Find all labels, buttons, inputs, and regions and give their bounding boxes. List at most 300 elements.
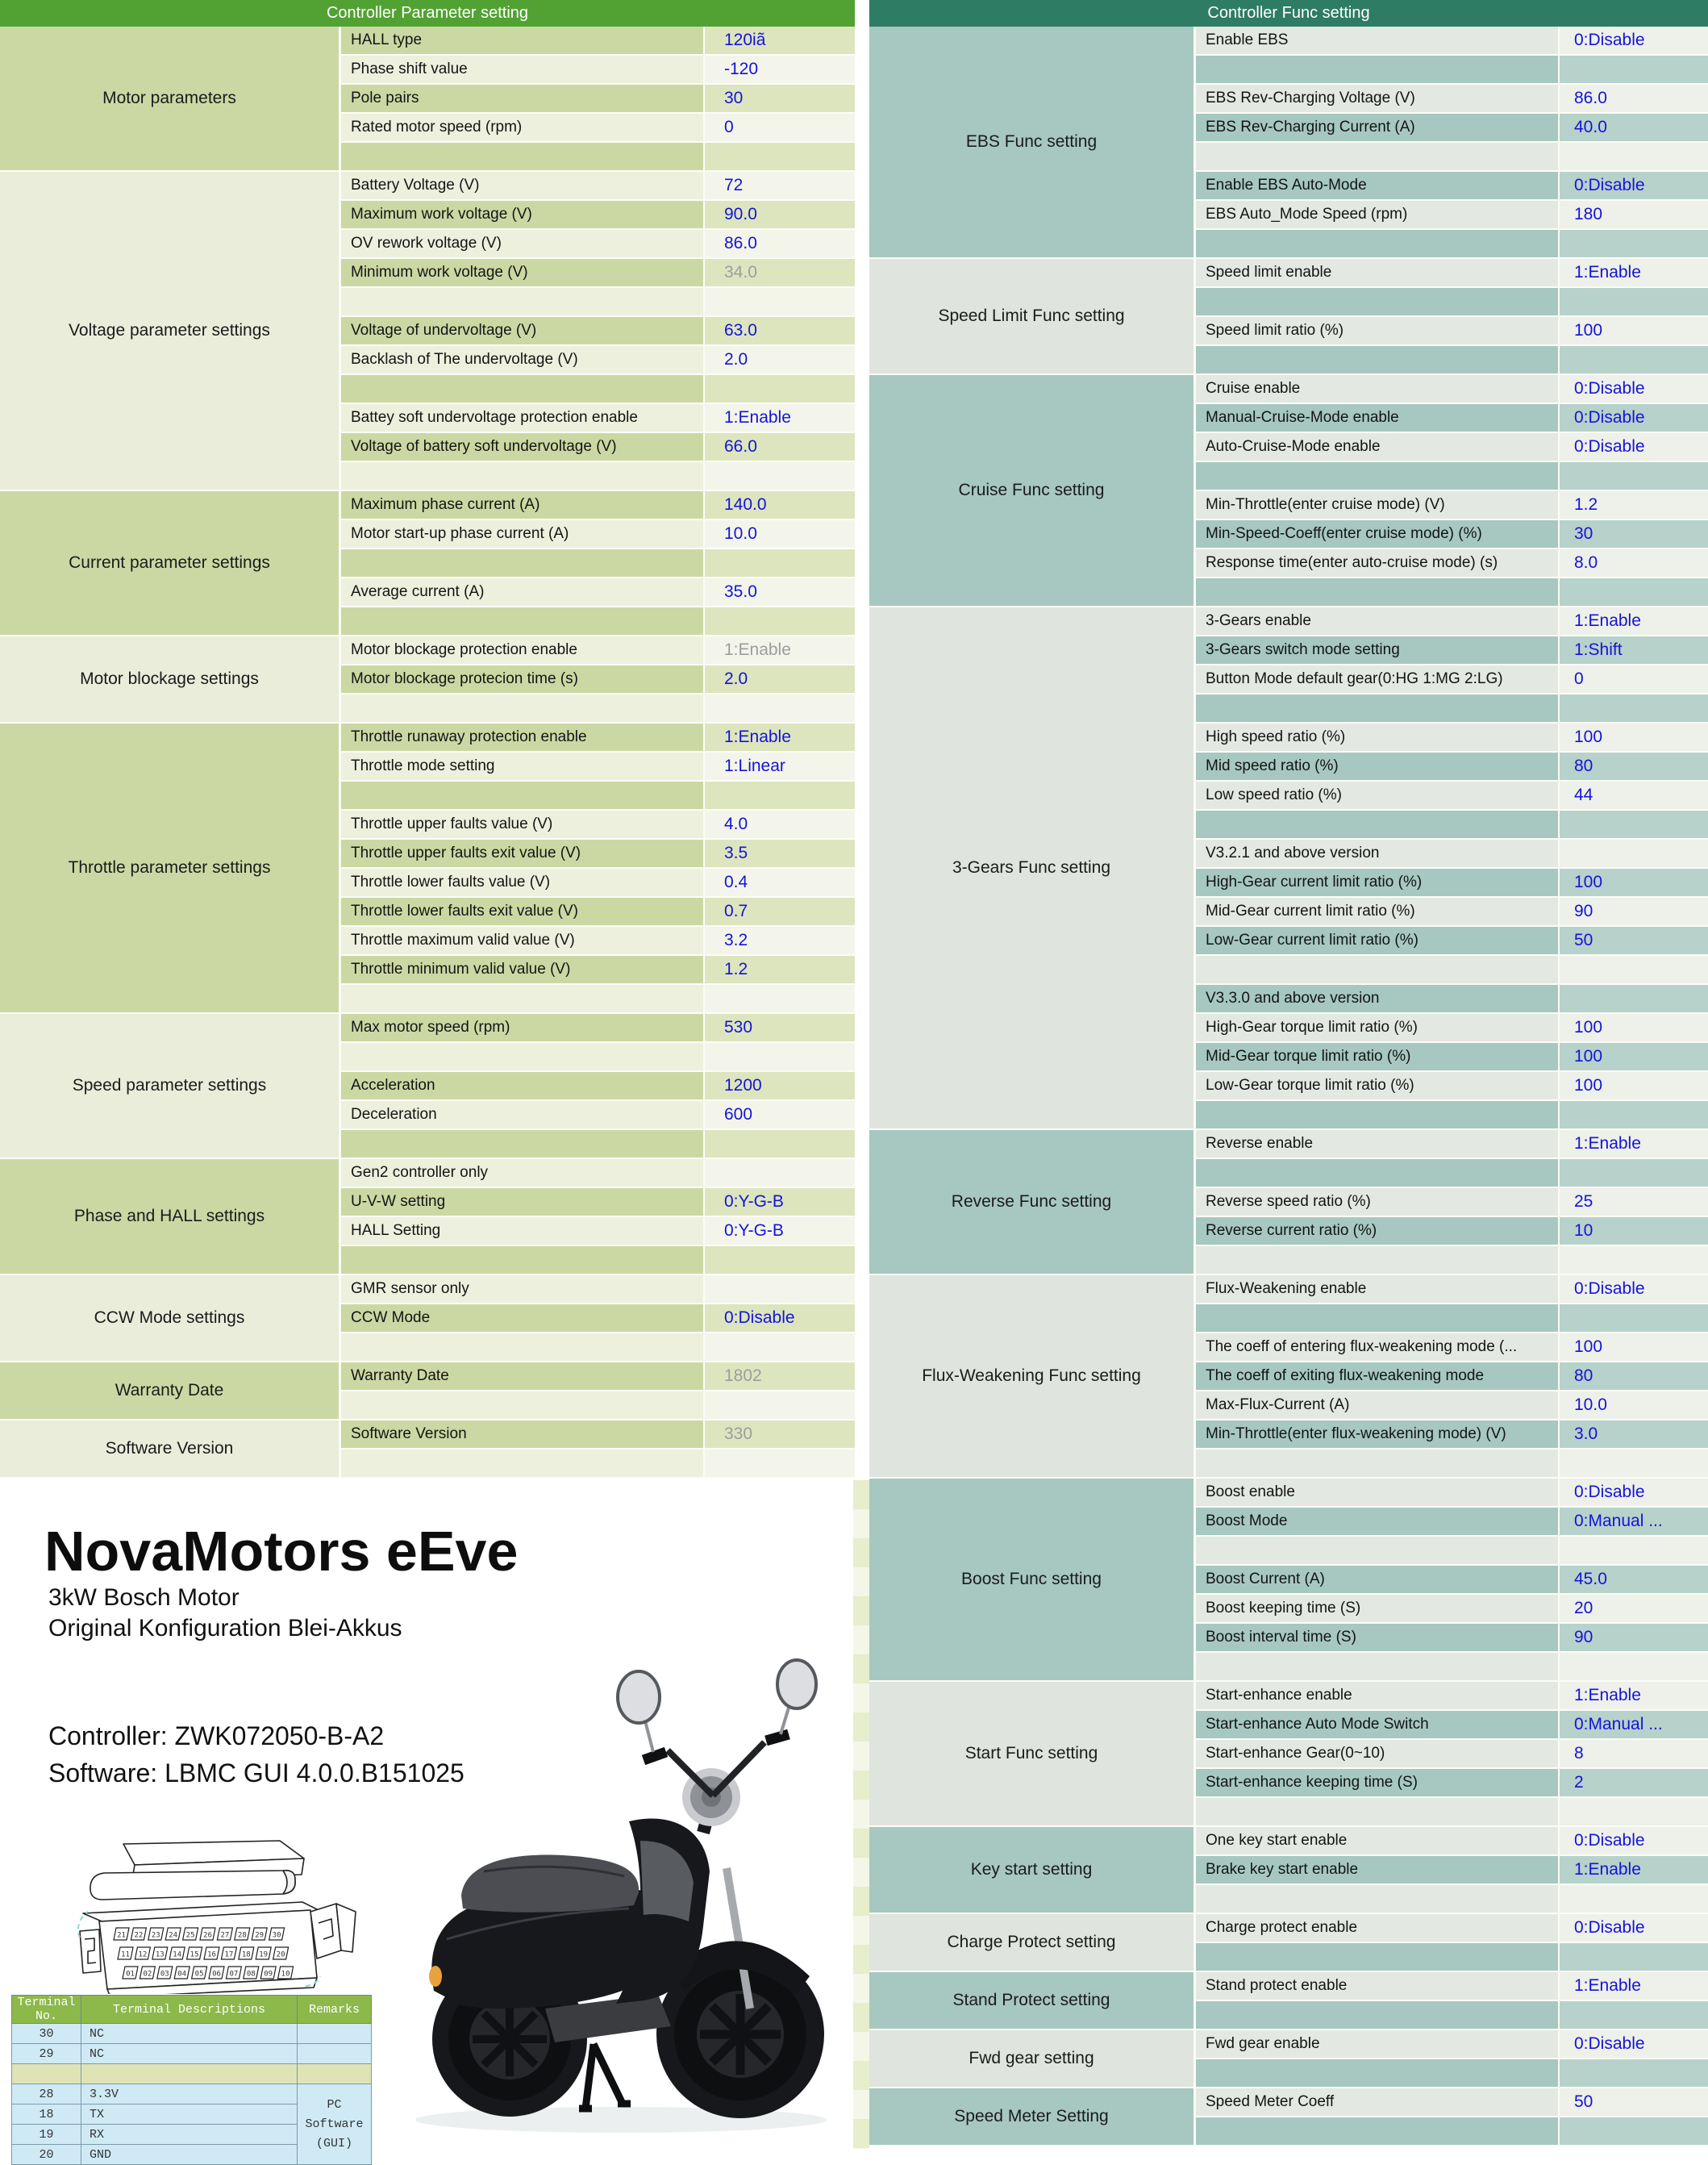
param-row	[341, 1217, 855, 1246]
param-value[interactable]: 90	[1560, 1624, 1708, 1653]
section-label: CCW Mode settings	[0, 1275, 341, 1362]
param-label: Phase shift value	[341, 56, 705, 85]
param-value[interactable]: 3.0	[1560, 1420, 1708, 1450]
param-row	[1196, 259, 1708, 288]
pin-number: 11	[121, 1950, 130, 1959]
section-label: Cruise Func setting	[869, 375, 1196, 607]
param-value[interactable]: 1:Enable	[1560, 259, 1708, 288]
spacer-row	[1196, 346, 1708, 375]
param-row	[1196, 665, 1708, 695]
param-label	[341, 1333, 705, 1362]
section-label: Flux-Weakening Func setting	[869, 1275, 1196, 1479]
pin-number: 08	[246, 1970, 256, 1979]
spacer-row	[1196, 578, 1708, 607]
param-value	[705, 1130, 855, 1159]
param-label: CCW Mode	[341, 1304, 705, 1333]
param-row	[1196, 1391, 1708, 1420]
param-value[interactable]: 1:Enable	[1560, 1856, 1708, 1885]
section-ebs-func-setting	[869, 27, 1708, 259]
param-value	[705, 1159, 855, 1188]
spacer-row	[1196, 1943, 1708, 1972]
spacer-row	[1196, 1798, 1708, 1827]
param-row	[1196, 1740, 1708, 1769]
section-label: Motor parameters	[0, 27, 341, 172]
param-label: Voltage of undervoltage (V)	[341, 317, 705, 346]
param-row	[1196, 404, 1708, 433]
param-label: V3.2.1 and above version	[1196, 840, 1560, 869]
param-row	[341, 578, 855, 607]
param-row	[1196, 1043, 1708, 1072]
param-label: Button Mode default gear(0:HG 1:MG 2:LG)	[1196, 665, 1560, 695]
param-row	[1196, 927, 1708, 956]
param-label: High-Gear torque limit ratio (%)	[1196, 1014, 1560, 1043]
spacer-row	[341, 288, 855, 317]
param-label: EBS Auto_Mode Speed (rpm)	[1196, 201, 1560, 230]
param-value[interactable]: 90	[1560, 898, 1708, 927]
param-value[interactable]: 330	[705, 1420, 855, 1450]
param-value[interactable]: 2.0	[705, 665, 855, 695]
param-label: Low-Gear torque limit ratio (%)	[1196, 1072, 1560, 1101]
param-value[interactable]: 0:Y-G-B	[705, 1217, 855, 1246]
param-value	[1560, 1246, 1708, 1275]
section-label: Software Version	[0, 1420, 341, 1479]
param-value[interactable]: 0:Disable	[1560, 1914, 1708, 1943]
param-value[interactable]: 1200	[705, 1072, 855, 1101]
param-row	[1196, 607, 1708, 636]
param-label: V3.3.0 and above version	[1196, 985, 1560, 1014]
param-value	[705, 1450, 855, 1479]
param-label: Mid-Gear torque limit ratio (%)	[1196, 1043, 1560, 1072]
controller-func-table	[869, 0, 1708, 2146]
param-label: Battey soft undervoltage protection enable	[341, 404, 705, 433]
param-value[interactable]: 3.2	[705, 927, 855, 956]
param-label	[341, 985, 705, 1014]
param-label	[1196, 1798, 1560, 1827]
param-row	[341, 869, 855, 898]
param-label: Start-enhance Auto Mode Switch	[1196, 1711, 1560, 1740]
param-label: Reverse enable	[1196, 1130, 1560, 1159]
param-value[interactable]: 100	[1560, 1014, 1708, 1043]
param-value[interactable]: 180	[1560, 201, 1708, 230]
param-label: Min-Throttle(enter cruise mode) (V)	[1196, 491, 1560, 520]
section-boost-func-setting	[869, 1479, 1708, 1682]
param-value	[1560, 56, 1708, 85]
param-value[interactable]: 100	[1560, 1072, 1708, 1101]
param-row	[341, 1101, 855, 1130]
param-row	[1196, 27, 1708, 56]
param-label: Enable EBS	[1196, 27, 1560, 56]
pin-number: 13	[155, 1950, 165, 1959]
param-value[interactable]: 100	[1560, 869, 1708, 898]
section-warranty-date	[0, 1362, 855, 1420]
param-label: Boost enable	[1196, 1479, 1560, 1508]
param-value	[705, 607, 855, 636]
param-label	[1196, 143, 1560, 172]
pin-number: 24	[169, 1931, 178, 1940]
param-label: Average current (A)	[341, 578, 705, 607]
spacer-row	[1196, 1246, 1708, 1275]
param-row	[1196, 1508, 1708, 1537]
param-label: Motor blockage protection enable	[341, 636, 705, 665]
param-row	[341, 1420, 855, 1450]
param-value[interactable]: 0:Y-G-B	[705, 1188, 855, 1217]
param-row	[341, 172, 855, 201]
section-label: EBS Func setting	[869, 27, 1196, 259]
param-value	[1560, 1101, 1708, 1130]
param-value[interactable]: 1:Enable	[705, 724, 855, 753]
pin-number: 02	[143, 1970, 152, 1979]
param-value[interactable]: 1:Shift	[1560, 636, 1708, 665]
section-label: Charge Protect setting	[869, 1914, 1196, 1972]
param-value[interactable]: 1:Enable	[705, 404, 855, 433]
param-row	[1196, 1420, 1708, 1450]
spacer-row	[1196, 811, 1708, 840]
param-value[interactable]: 86.0	[705, 230, 855, 259]
param-row	[1196, 869, 1708, 898]
param-row	[341, 114, 855, 143]
software-version-line: Software: LBMC GUI 4.0.0.B151025	[48, 1758, 464, 1787]
param-value	[1560, 1798, 1708, 1827]
param-value[interactable]: 30	[705, 85, 855, 114]
param-row	[1196, 1827, 1708, 1856]
spacer-row	[1196, 1159, 1708, 1188]
param-value[interactable]: 50	[1560, 927, 1708, 956]
param-value[interactable]: 100	[1560, 1043, 1708, 1072]
section-flux-weakening-func-setting	[869, 1275, 1708, 1479]
pin-number: 01	[126, 1970, 135, 1979]
param-row	[1196, 1479, 1708, 1508]
pin-number: 14	[173, 1950, 182, 1959]
param-value[interactable]: 2.0	[705, 346, 855, 375]
spacer-row	[1196, 1101, 1708, 1130]
param-row	[341, 1362, 855, 1391]
param-label	[1196, 1885, 1560, 1914]
section-label: Fwd gear setting	[869, 2030, 1196, 2088]
param-value[interactable]: 35.0	[705, 578, 855, 607]
param-row	[1196, 172, 1708, 201]
param-value[interactable]: 20	[1560, 1595, 1708, 1624]
param-row	[341, 346, 855, 375]
param-value	[705, 782, 855, 811]
param-row	[1196, 985, 1708, 1014]
param-value[interactable]: 0:Manual ...	[1560, 1508, 1708, 1537]
param-value[interactable]: 100	[1560, 317, 1708, 346]
param-value	[1560, 2059, 1708, 2088]
param-value[interactable]: 0:Disable	[1560, 1479, 1708, 1508]
param-label: Motor blockage protecion time (s)	[341, 665, 705, 695]
param-label: Pole pairs	[341, 85, 705, 114]
spacer-row	[1196, 143, 1708, 172]
pin-number: 17	[224, 1950, 234, 1959]
param-value[interactable]: 34.0	[705, 259, 855, 288]
param-value[interactable]: 63.0	[705, 317, 855, 346]
param-label: Fwd gear enable	[1196, 2030, 1560, 2059]
param-value[interactable]: 0:Disable	[1560, 172, 1708, 201]
param-value[interactable]: 0:Manual ...	[1560, 1711, 1708, 1740]
param-label: EBS Rev-Charging Voltage (V)	[1196, 85, 1560, 114]
param-label: Auto-Cruise-Mode enable	[1196, 433, 1560, 462]
param-value[interactable]: 1:Enable	[1560, 607, 1708, 636]
param-value[interactable]: -120	[705, 56, 855, 85]
spacer-row	[1196, 695, 1708, 724]
param-row	[1196, 317, 1708, 346]
param-value	[1560, 230, 1708, 259]
param-label: High speed ratio (%)	[1196, 724, 1560, 753]
param-label: Gen2 controller only	[341, 1159, 705, 1188]
section-motor-parameters	[0, 27, 855, 172]
param-value[interactable]: 1:Enable	[705, 636, 855, 665]
param-value[interactable]: 1:Enable	[1560, 1682, 1708, 1711]
param-value[interactable]: 45.0	[1560, 1566, 1708, 1595]
pin-number: 03	[160, 1970, 169, 1979]
param-label: The coeff of exiting flux-weakening mode	[1196, 1362, 1560, 1391]
terminal-remark-cell	[298, 2024, 372, 2044]
subtitle-motor: 3kW Bosch Motor	[48, 1584, 240, 1611]
param-value[interactable]: 0:Disable	[1560, 27, 1708, 56]
param-value	[1560, 1450, 1708, 1479]
param-value[interactable]: 10	[1560, 1217, 1708, 1246]
param-label: Throttle upper faults value (V)	[341, 811, 705, 840]
param-value[interactable]: 80	[1560, 753, 1708, 782]
param-label	[1196, 578, 1560, 607]
pin-number: 09	[264, 1970, 273, 1979]
param-value[interactable]: 0	[1560, 665, 1708, 695]
param-row	[341, 1014, 855, 1043]
param-value[interactable]: 3.5	[705, 840, 855, 869]
spacer-row	[341, 143, 855, 172]
section-label: Boost Func setting	[869, 1479, 1196, 1682]
terminal-cell: GND	[81, 2145, 298, 2165]
param-value[interactable]: 10.0	[1560, 1391, 1708, 1420]
terminal-table-header	[12, 1996, 372, 2024]
section-3-gears-func-setting	[869, 607, 1708, 1130]
param-row	[341, 27, 855, 56]
param-label: Boost keeping time (S)	[1196, 1595, 1560, 1624]
param-label	[1196, 2001, 1560, 2030]
section-key-start-setting	[869, 1827, 1708, 1914]
param-label	[1196, 695, 1560, 724]
section-label: Start Func setting	[869, 1682, 1196, 1827]
param-value[interactable]: 0:Disable	[1560, 433, 1708, 462]
spacer-row	[1196, 288, 1708, 317]
spacer-row	[1196, 1653, 1708, 1682]
controller-parameter-table	[0, 0, 855, 1479]
pin-number: 15	[190, 1950, 199, 1959]
param-label: Acceleration	[341, 1072, 705, 1101]
param-value	[705, 462, 855, 491]
section-software-version	[0, 1420, 855, 1479]
pin-number: 16	[207, 1950, 216, 1959]
section-label: Speed Limit Func setting	[869, 259, 1196, 375]
param-value[interactable]: 0:Disable	[1560, 1275, 1708, 1304]
spacer-row	[1196, 56, 1708, 85]
param-value[interactable]: 40.0	[1560, 114, 1708, 143]
param-row	[1196, 114, 1708, 143]
param-row	[341, 520, 855, 549]
param-row	[341, 201, 855, 230]
section-label: Key start setting	[869, 1827, 1196, 1914]
param-value[interactable]: 0:Disable	[705, 1304, 855, 1333]
terminal-row	[12, 2064, 372, 2084]
param-row	[1196, 1856, 1708, 1885]
param-value[interactable]: 90.0	[705, 201, 855, 230]
param-value	[1560, 2117, 1708, 2146]
param-value	[1560, 1653, 1708, 1682]
param-label: High-Gear current limit ratio (%)	[1196, 869, 1560, 898]
param-value[interactable]: 530	[705, 1014, 855, 1043]
param-row	[1196, 2030, 1708, 2059]
param-value	[705, 985, 855, 1014]
param-value[interactable]: 8	[1560, 1740, 1708, 1769]
param-label: Motor start-up phase current (A)	[341, 520, 705, 549]
spacer-row	[1196, 1304, 1708, 1333]
spacer-row	[341, 1391, 855, 1420]
section-label: Current parameter settings	[0, 491, 341, 636]
param-row	[1196, 1188, 1708, 1217]
param-value[interactable]: 30	[1560, 520, 1708, 549]
param-value	[1560, 956, 1708, 985]
terminal-row	[12, 2024, 372, 2044]
terminal-table	[11, 1995, 372, 2165]
param-label: Software Version	[341, 1420, 705, 1450]
section-fwd-gear-setting	[869, 2030, 1708, 2088]
param-value[interactable]: 80	[1560, 1362, 1708, 1391]
spacer-row	[341, 1333, 855, 1362]
terminal-cell: NC	[81, 2044, 298, 2064]
param-value[interactable]: 66.0	[705, 433, 855, 462]
param-label: One key start enable	[1196, 1827, 1560, 1856]
param-value[interactable]: 25	[1560, 1188, 1708, 1217]
param-value[interactable]: 2	[1560, 1769, 1708, 1798]
param-label: Throttle upper faults exit value (V)	[341, 840, 705, 869]
param-value[interactable]: 0	[705, 114, 855, 143]
param-value[interactable]: 1802	[705, 1362, 855, 1391]
param-row	[1196, 782, 1708, 811]
param-row	[341, 1304, 855, 1333]
param-label	[1196, 1943, 1560, 1972]
param-value[interactable]: 1:Linear	[705, 753, 855, 782]
param-value[interactable]: 1:Enable	[1560, 1130, 1708, 1159]
param-value[interactable]: 72	[705, 172, 855, 201]
terminal-cell: 18	[12, 2105, 81, 2125]
param-value[interactable]: 44	[1560, 782, 1708, 811]
pin-number: 12	[138, 1950, 148, 1959]
subtitle-configuration: Original Konfiguration Blei-Akkus	[48, 1615, 402, 1641]
param-value[interactable]: 1.2	[1560, 491, 1708, 520]
pin-number: 18	[241, 1950, 251, 1959]
pin-number: 21	[117, 1931, 126, 1940]
param-value[interactable]: 100	[1560, 724, 1708, 753]
spacer-row	[341, 695, 855, 724]
param-label: Max motor speed (rpm)	[341, 1014, 705, 1043]
param-value[interactable]: 10.0	[705, 520, 855, 549]
param-row	[1196, 491, 1708, 520]
param-row	[1196, 201, 1708, 230]
param-label	[341, 607, 705, 636]
param-value[interactable]: 4.0	[705, 811, 855, 840]
param-label: Enable EBS Auto-Mode	[1196, 172, 1560, 201]
param-row	[341, 811, 855, 840]
param-value	[1560, 2001, 1708, 2030]
param-value[interactable]: 0.4	[705, 869, 855, 898]
param-value	[1560, 1537, 1708, 1566]
param-label: U-V-W setting	[341, 1188, 705, 1217]
pin-number: 27	[220, 1931, 230, 1940]
spacer-row	[341, 607, 855, 636]
param-label: Throttle runaway protection enable	[341, 724, 705, 753]
param-label: Flux-Weakening enable	[1196, 1275, 1560, 1304]
section-label: Stand Protect setting	[869, 1972, 1196, 2030]
param-row	[341, 1188, 855, 1217]
param-value[interactable]: 600	[705, 1101, 855, 1130]
param-value[interactable]: 1:Enable	[1560, 1972, 1708, 2001]
param-row	[341, 840, 855, 869]
section-speed-limit-func-setting	[869, 259, 1708, 375]
param-value	[705, 288, 855, 317]
param-row	[341, 1159, 855, 1188]
param-value[interactable]: 8.0	[1560, 549, 1708, 578]
terminal-remark-cell: PC Software (GUI)	[298, 2084, 372, 2165]
param-row	[341, 85, 855, 114]
param-label: OV rework voltage (V)	[341, 230, 705, 259]
param-value[interactable]: 0:Disable	[1560, 404, 1708, 433]
param-label: Boost Current (A)	[1196, 1566, 1560, 1595]
param-value[interactable]: 86.0	[1560, 85, 1708, 114]
param-row	[341, 433, 855, 462]
page-title: NovaMotors eEve	[44, 1520, 519, 1583]
terminal-cell: 28	[12, 2084, 81, 2105]
param-label: Start-enhance Gear(0~10)	[1196, 1740, 1560, 1769]
param-row	[1196, 1711, 1708, 1740]
pin-number: 28	[237, 1931, 247, 1940]
param-row	[1196, 1217, 1708, 1246]
param-label: Boost interval time (S)	[1196, 1624, 1560, 1653]
param-label: Stand protect enable	[1196, 1972, 1560, 2001]
param-value[interactable]: 0:Disable	[1560, 2030, 1708, 2059]
param-value[interactable]: 140.0	[705, 491, 855, 520]
param-value[interactable]: 0:Disable	[1560, 1827, 1708, 1856]
param-row	[1196, 520, 1708, 549]
param-label: Reverse speed ratio (%)	[1196, 1188, 1560, 1217]
param-row	[1196, 375, 1708, 404]
param-value[interactable]: 50	[1560, 2088, 1708, 2117]
pin-number: 20	[276, 1950, 285, 1959]
spacer-row	[341, 549, 855, 578]
param-value[interactable]: 0:Disable	[1560, 375, 1708, 404]
param-label	[1196, 811, 1560, 840]
spacer-row	[1196, 462, 1708, 491]
param-value[interactable]: 0.7	[705, 898, 855, 927]
param-value	[1560, 840, 1708, 869]
param-value	[705, 1333, 855, 1362]
param-label: Low speed ratio (%)	[1196, 782, 1560, 811]
section-voltage-parameter-settings	[0, 172, 855, 491]
param-value[interactable]: 1.2	[705, 956, 855, 985]
param-label: The coeff of entering flux-weakening mode (...	[1196, 1333, 1560, 1362]
param-row	[341, 636, 855, 665]
param-row	[341, 898, 855, 927]
param-value[interactable]: 100	[1560, 1333, 1708, 1362]
param-value[interactable]: 120iã	[705, 27, 855, 56]
param-label: Battery Voltage (V)	[341, 172, 705, 201]
param-value	[705, 695, 855, 724]
param-label: HALL Setting	[341, 1217, 705, 1246]
section-stand-protect-setting	[869, 1972, 1708, 2030]
param-label: Boost Mode	[1196, 1508, 1560, 1537]
spacer-row	[341, 1043, 855, 1072]
param-label	[341, 1043, 705, 1072]
func-table-title: Controller Func setting	[869, 0, 1708, 27]
